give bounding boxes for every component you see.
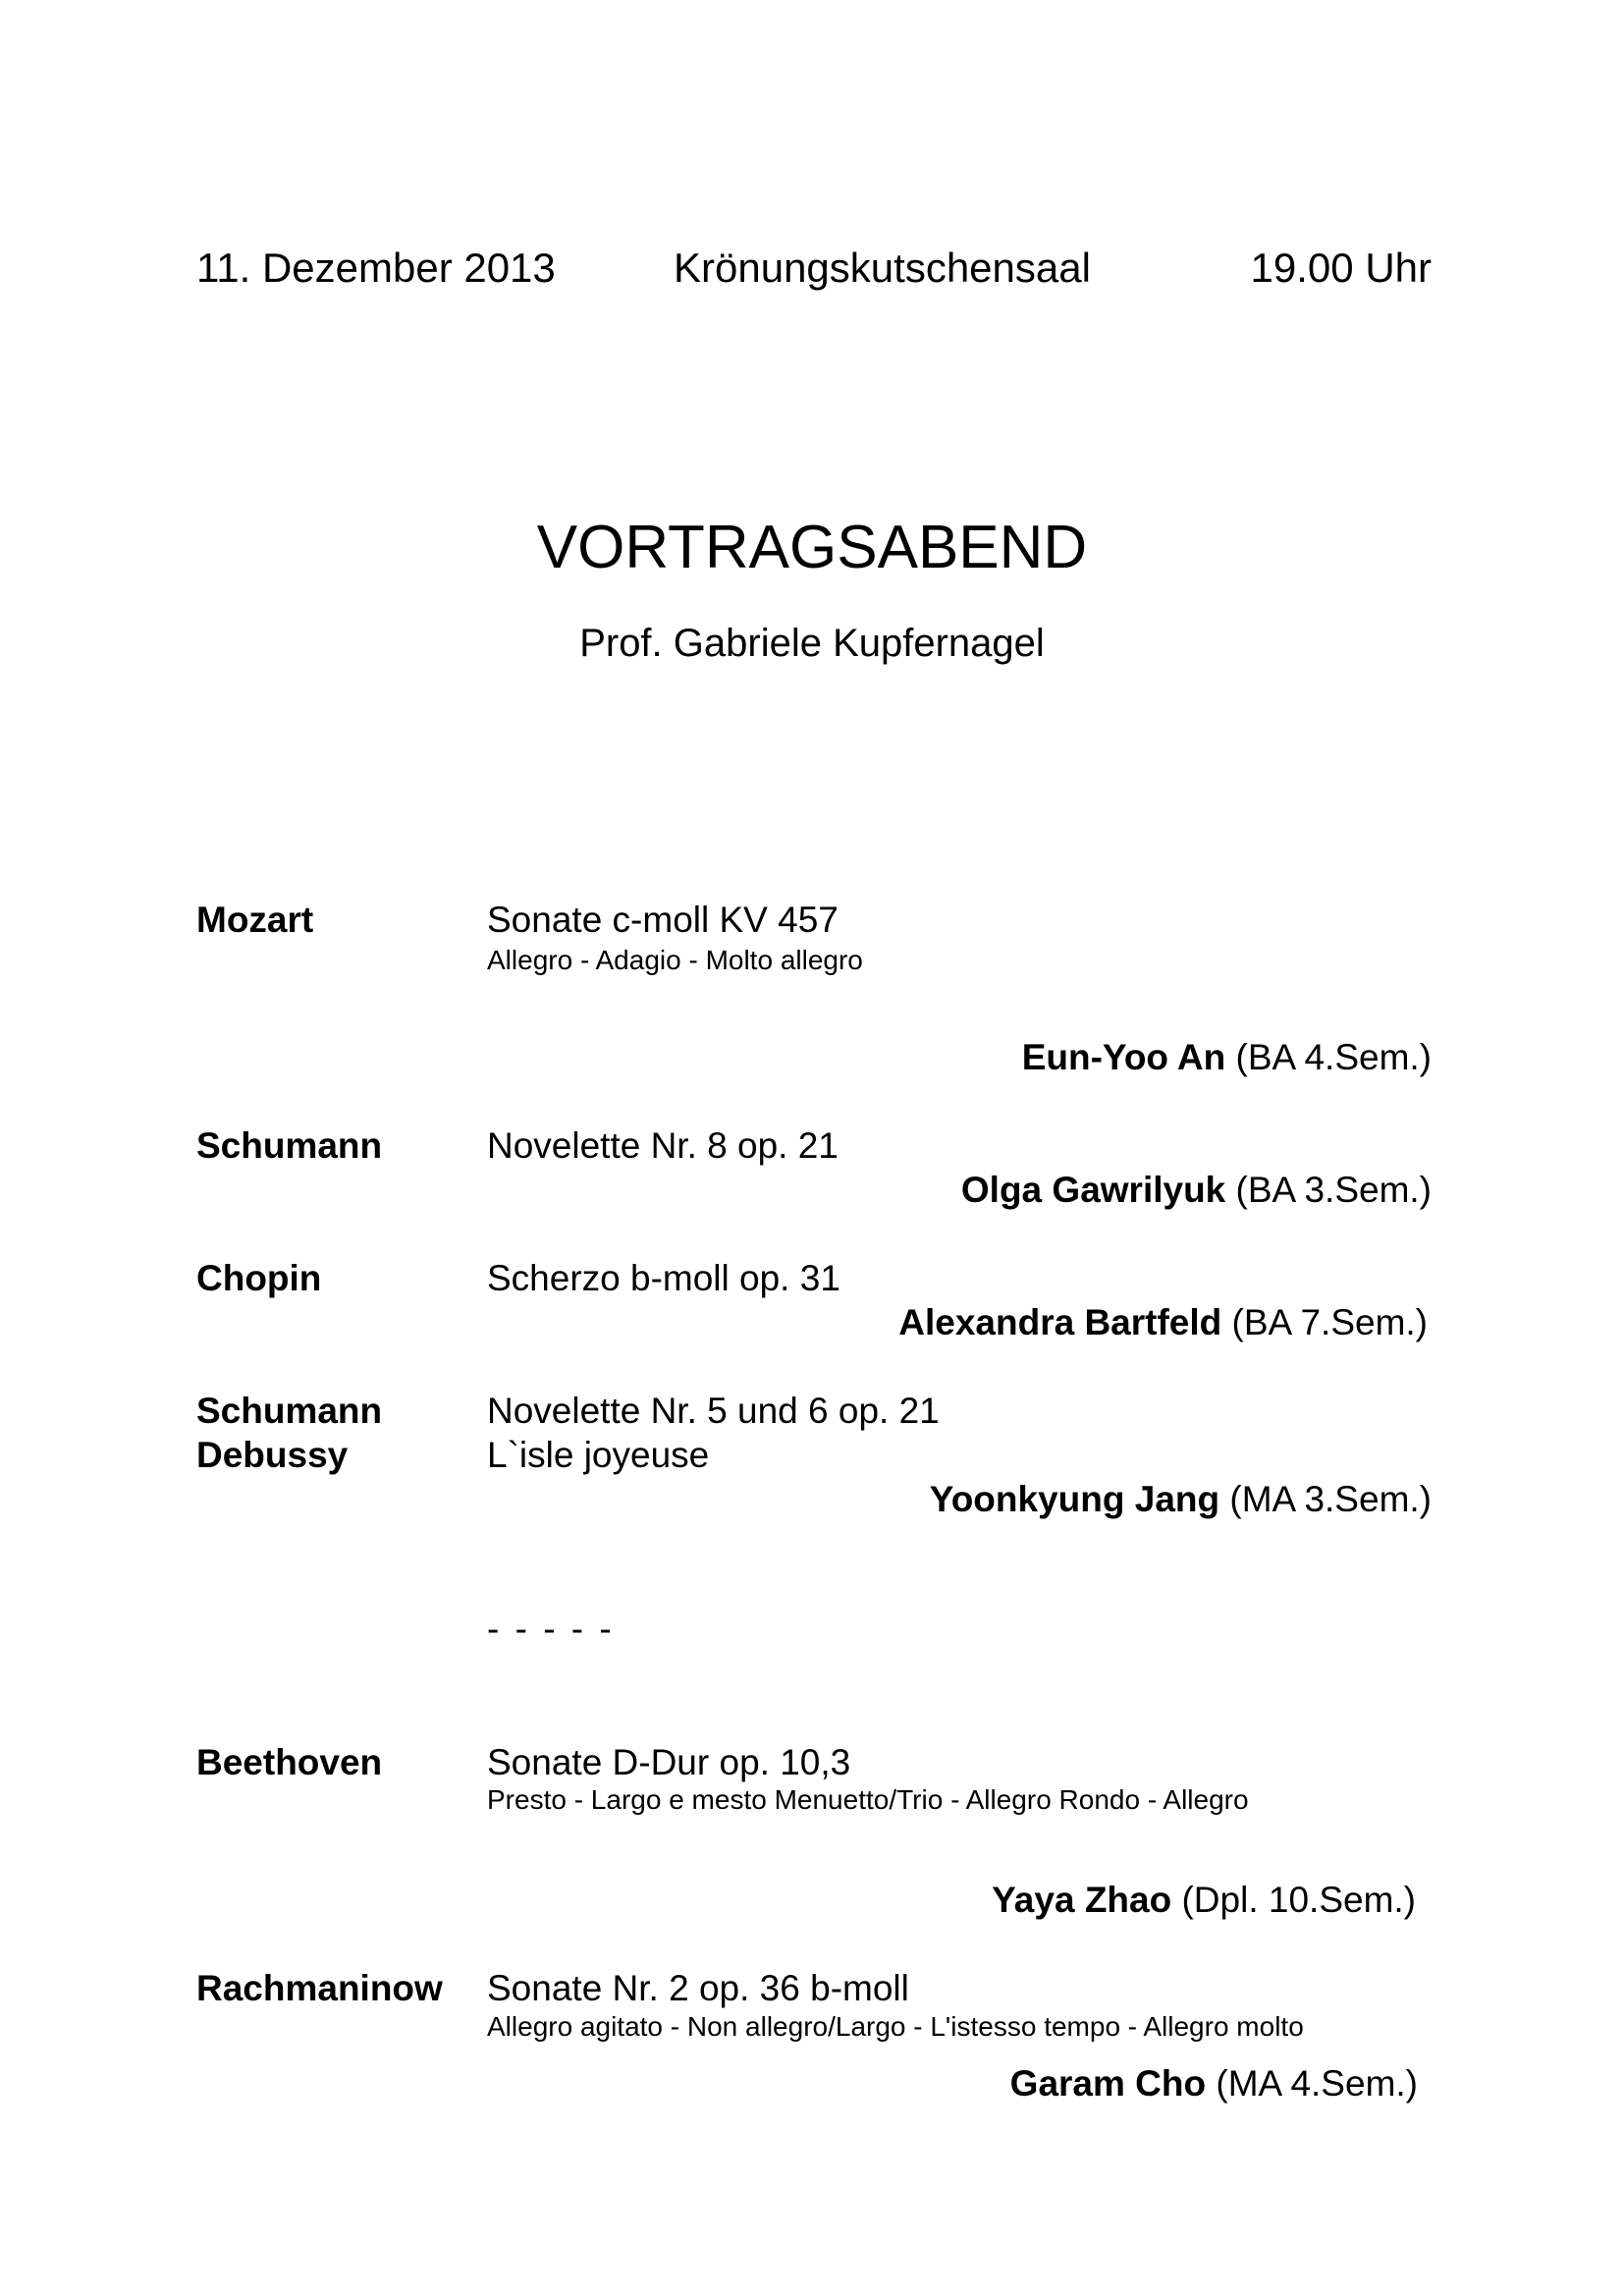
work-title: Novelette Nr. 8 op. 21 [487, 1125, 839, 1166]
composer: Schumann [196, 1391, 383, 1431]
work-title: Sonate c-moll KV 457 [487, 900, 839, 940]
movements: Allegro - Adagio - Molto allegro [487, 945, 863, 975]
concert-venue: Krönungskutschensaal [674, 245, 1091, 291]
performer-name: Garam Cho [1009, 2063, 1207, 2104]
performer-name: Yaya Zhao [992, 1880, 1172, 1920]
composer: Rachmaninow [196, 1968, 443, 2008]
page-title: VORTRAGSABEND [536, 514, 1088, 581]
work-title: Scherzo b-moll op. 31 [487, 1258, 840, 1298]
performer-semester: (BA 4.Sem.) [1235, 1037, 1432, 1077]
performer [1022, 1039, 1432, 1075]
intermission-divider: - - - - - [487, 1609, 615, 1649]
performer-semester: (Dpl. 10.Sem.) [1181, 1880, 1416, 1920]
performer-name: Eun-Yoo An [1021, 1037, 1226, 1077]
performer [898, 1304, 1428, 1340]
composer: Mozart [196, 900, 314, 940]
performer-semester: (MA 4.Sem.) [1216, 2063, 1418, 2104]
composer: Beethoven [196, 1742, 383, 1782]
concert-date: 11. Dezember 2013 [196, 245, 556, 291]
performer [961, 1172, 1432, 1208]
page-subtitle: Prof. Gabriele Kupfernagel [579, 622, 1045, 665]
composer: Schumann [196, 1125, 383, 1166]
performer-name: Alexandra Bartfeld [898, 1302, 1222, 1342]
concert-time: 19.00 Uhr [1250, 245, 1432, 291]
performer-semester: (MA 3.Sem.) [1229, 1479, 1432, 1519]
movements: Presto - Largo e mesto Menuetto/Trio - Allegro Rondo - Allegro [487, 1784, 1249, 1815]
performer-name: Yoonkyung Jang [929, 1479, 1220, 1519]
work-title: Novelette Nr. 5 und 6 op. 21 [487, 1391, 940, 1431]
performer [992, 1882, 1416, 1918]
composer: Chopin [196, 1258, 322, 1298]
movements: Allegro agitato - Non allegro/Largo - L'istesso tempo - Allegro molto [487, 2011, 1304, 2042]
performer [1010, 2065, 1418, 2102]
work-title: Sonate Nr. 2 op. 36 b-moll [487, 1968, 909, 2008]
work-title: Sonate D-Dur op. 10,3 [487, 1742, 851, 1782]
performer [930, 1481, 1432, 1517]
performer-name: Olga Gawrilyuk [960, 1170, 1226, 1210]
performer-semester: (BA 7.Sem.) [1231, 1302, 1428, 1342]
composer: Debussy [196, 1435, 349, 1475]
performer-semester: (BA 3.Sem.) [1235, 1170, 1432, 1210]
work-title: L`isle joyeuse [487, 1435, 710, 1475]
